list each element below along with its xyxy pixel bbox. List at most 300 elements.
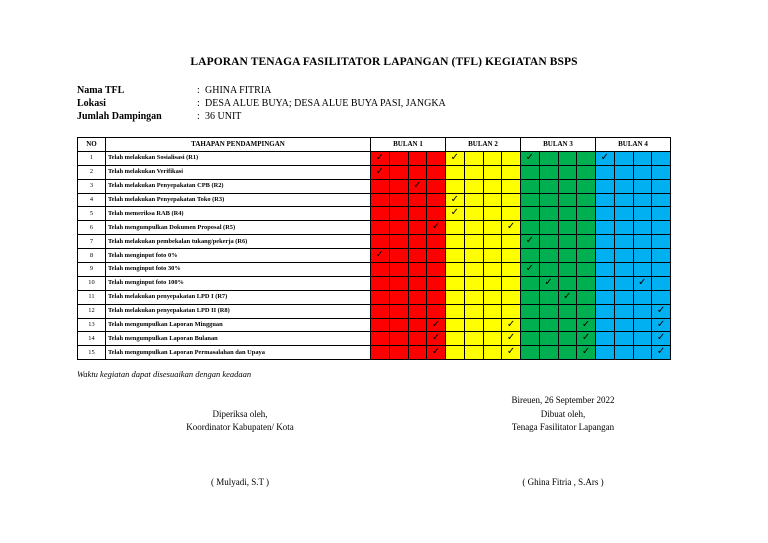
week-cell — [408, 318, 427, 332]
week-cell — [539, 221, 558, 235]
table-row — [78, 318, 671, 332]
info-value-nama: GHINA FITRIA — [205, 85, 272, 96]
check-mark-icon: ✓ — [375, 249, 385, 261]
week-cell — [577, 207, 596, 221]
header-month-2: BULAN 2 — [446, 138, 521, 152]
week-cell — [539, 151, 558, 165]
check-mark-icon: ✓ — [581, 332, 591, 344]
row-number: 12 — [78, 304, 106, 318]
check-mark-icon: ✓ — [375, 165, 385, 177]
row-task: Telah mengumpulkan Laporan Permasalahan dan Upaya — [106, 346, 371, 360]
table-row — [78, 346, 671, 360]
week-cell — [521, 318, 540, 332]
week-cell — [539, 207, 558, 221]
week-cell — [652, 165, 671, 179]
week-cell — [371, 165, 390, 179]
week-cell — [483, 318, 502, 332]
week-cell — [614, 207, 633, 221]
check-mark-icon: ✓ — [506, 318, 516, 330]
week-cell — [483, 235, 502, 249]
week-cell — [446, 165, 465, 179]
made-by-role: Tenaga Fasilitator Lapangan — [511, 422, 615, 432]
week-cell — [614, 165, 633, 179]
check-mark-icon: ✓ — [581, 318, 591, 330]
week-cell — [539, 235, 558, 249]
week-cell — [464, 193, 483, 207]
week-cell — [371, 151, 390, 165]
week-cell — [446, 346, 465, 360]
week-cell — [483, 207, 502, 221]
week-cell — [521, 276, 540, 290]
week-cell — [389, 235, 408, 249]
week-cell — [652, 193, 671, 207]
week-cell — [521, 221, 540, 235]
check-mark-icon: ✓ — [581, 346, 591, 358]
week-cell — [483, 276, 502, 290]
week-cell — [539, 276, 558, 290]
week-cell — [577, 263, 596, 277]
week-cell — [483, 346, 502, 360]
week-cell — [427, 290, 446, 304]
week-cell — [408, 304, 427, 318]
row-task: Telah melakukan pembekalan tukang/pekerja (R6) — [106, 235, 371, 249]
week-cell — [558, 179, 577, 193]
row-number: 11 — [78, 290, 106, 304]
checked-by-name: ( Mulyadi, S.T ) — [210, 477, 270, 487]
week-cell — [596, 179, 615, 193]
week-cell — [446, 318, 465, 332]
info-colon: : — [197, 111, 200, 122]
week-cell — [483, 249, 502, 263]
week-cell — [427, 151, 446, 165]
week-cell — [652, 263, 671, 277]
week-cell — [446, 249, 465, 263]
week-cell — [614, 179, 633, 193]
week-cell — [521, 332, 540, 346]
check-mark-icon: ✓ — [638, 276, 647, 288]
week-cell — [502, 165, 521, 179]
week-cell — [577, 290, 596, 304]
week-cell — [502, 235, 521, 249]
week-cell — [446, 290, 465, 304]
week-cell — [539, 304, 558, 318]
week-cell — [521, 193, 540, 207]
header-month-1: BULAN 1 — [371, 138, 446, 152]
week-cell — [483, 332, 502, 346]
week-cell — [539, 249, 558, 263]
week-cell — [446, 332, 465, 346]
week-cell — [408, 207, 427, 221]
check-mark-icon: ✓ — [544, 276, 553, 288]
week-cell — [614, 263, 633, 277]
week-cell — [446, 207, 465, 221]
check-mark-icon: ✓ — [450, 193, 460, 205]
week-cell — [577, 318, 596, 332]
week-cell — [464, 332, 483, 346]
week-cell — [427, 346, 446, 360]
week-cell — [558, 221, 577, 235]
week-cell — [596, 151, 615, 165]
row-number: 7 — [78, 235, 106, 249]
week-cell — [633, 346, 652, 360]
week-cell — [502, 151, 521, 165]
week-cell — [614, 151, 633, 165]
week-cell — [502, 304, 521, 318]
week-cell — [427, 165, 446, 179]
week-cell — [371, 263, 390, 277]
week-cell — [577, 165, 596, 179]
checked-by-label: Diperiksa oleh, — [212, 409, 268, 419]
check-mark-icon: ✓ — [431, 221, 441, 233]
week-cell — [408, 179, 427, 193]
week-cell — [596, 332, 615, 346]
week-cell — [427, 249, 446, 263]
week-cell — [596, 249, 615, 263]
week-cell — [464, 318, 483, 332]
info-colon: : — [197, 98, 200, 109]
row-task: Telah melakukan Penyepakatan CPB (R2) — [106, 179, 371, 193]
week-cell — [408, 249, 427, 263]
week-cell — [427, 221, 446, 235]
row-number: 6 — [78, 221, 106, 235]
week-cell — [389, 151, 408, 165]
week-cell — [521, 179, 540, 193]
row-number: 13 — [78, 318, 106, 332]
week-cell — [408, 276, 427, 290]
week-cell — [483, 290, 502, 304]
row-task: Telah memeriksa RAB (R4) — [106, 207, 371, 221]
week-cell — [389, 276, 408, 290]
week-cell — [633, 304, 652, 318]
week-cell — [558, 165, 577, 179]
week-cell — [652, 151, 671, 165]
week-cell — [502, 207, 521, 221]
week-cell — [577, 179, 596, 193]
row-task: Telah melakukan penyepakatan LPD II (R8) — [106, 304, 371, 318]
week-cell — [408, 290, 427, 304]
week-cell — [614, 318, 633, 332]
week-cell — [596, 318, 615, 332]
week-cell — [539, 346, 558, 360]
week-cell — [577, 235, 596, 249]
week-cell — [558, 276, 577, 290]
table-row — [78, 221, 671, 235]
info-value-lokasi: DESA ALUE BUYA; DESA ALUE BUYA PASI, JANGKA — [205, 98, 446, 109]
week-cell — [614, 235, 633, 249]
week-cell — [633, 290, 652, 304]
check-mark-icon: ✓ — [525, 151, 535, 163]
check-mark-icon: ✓ — [413, 179, 422, 191]
week-cell — [633, 165, 652, 179]
week-cell — [502, 332, 521, 346]
week-cell — [427, 332, 446, 346]
week-cell — [371, 290, 390, 304]
week-cell — [596, 165, 615, 179]
week-cell — [427, 304, 446, 318]
week-cell — [652, 346, 671, 360]
week-cell — [652, 221, 671, 235]
header-no: NO — [78, 138, 106, 152]
week-cell — [483, 221, 502, 235]
week-cell — [614, 346, 633, 360]
week-cell — [633, 332, 652, 346]
week-cell — [614, 249, 633, 263]
week-cell — [464, 249, 483, 263]
week-cell — [502, 276, 521, 290]
week-cell — [464, 235, 483, 249]
week-cell — [389, 179, 408, 193]
table-row — [78, 290, 671, 304]
week-cell — [371, 346, 390, 360]
week-cell — [427, 318, 446, 332]
week-cell — [558, 290, 577, 304]
week-cell — [577, 151, 596, 165]
week-cell — [446, 151, 465, 165]
check-mark-icon: ✓ — [506, 221, 516, 233]
header-month-4: BULAN 4 — [596, 138, 671, 152]
week-cell — [633, 151, 652, 165]
week-cell — [371, 249, 390, 263]
table-row — [78, 304, 671, 318]
info-colon: : — [197, 85, 200, 96]
week-cell — [539, 165, 558, 179]
week-cell — [371, 304, 390, 318]
info-value-jumlah: 36 UNIT — [205, 111, 242, 122]
week-cell — [596, 221, 615, 235]
row-task: Telah menginput foto 30% — [106, 263, 371, 277]
check-mark-icon: ✓ — [656, 304, 666, 316]
header-tahapan: TAHAPAN PENDAMPINGAN — [106, 138, 371, 152]
info-label-nama: Nama TFL — [77, 85, 125, 96]
week-cell — [652, 276, 671, 290]
week-cell — [389, 221, 408, 235]
week-cell — [502, 221, 521, 235]
week-cell — [371, 318, 390, 332]
week-cell — [558, 207, 577, 221]
row-number: 14 — [78, 332, 106, 346]
table-row — [78, 165, 671, 179]
week-cell — [521, 290, 540, 304]
table-row — [78, 332, 671, 346]
row-task: Telah mengumpulkan Laporan Bulanan — [106, 332, 371, 346]
place-date: Bireuen, 26 September 2022 — [511, 395, 615, 405]
week-cell — [558, 235, 577, 249]
week-cell — [558, 304, 577, 318]
week-cell — [371, 179, 390, 193]
week-cell — [614, 276, 633, 290]
week-cell — [483, 304, 502, 318]
check-mark-icon: ✓ — [506, 332, 516, 344]
table-row — [78, 249, 671, 263]
week-cell — [539, 193, 558, 207]
week-cell — [427, 179, 446, 193]
week-cell — [408, 346, 427, 360]
week-cell — [464, 179, 483, 193]
week-cell — [427, 193, 446, 207]
check-mark-icon: ✓ — [656, 318, 666, 330]
info-label-jumlah: Jumlah Dampingan — [77, 111, 162, 122]
week-cell — [446, 179, 465, 193]
check-mark-icon: ✓ — [431, 346, 441, 358]
header-month-3: BULAN 3 — [521, 138, 596, 152]
table-row — [78, 179, 671, 193]
week-cell — [558, 346, 577, 360]
checked-by-role: Koordinator Kabupaten/ Kota — [186, 422, 294, 432]
week-cell — [464, 290, 483, 304]
week-cell — [446, 263, 465, 277]
week-cell — [427, 235, 446, 249]
note: Waktu kegiatan dapat disesuaikan dengan keadaan — [77, 369, 252, 379]
week-cell — [652, 304, 671, 318]
week-cell — [408, 151, 427, 165]
report-title: LAPORAN TENAGA FASILITATOR LAPANGAN (TFL) KEGIATAN BSPS — [190, 56, 578, 68]
week-cell — [464, 151, 483, 165]
week-cell — [521, 263, 540, 277]
check-mark-icon: ✓ — [431, 318, 441, 330]
row-number: 1 — [78, 151, 106, 165]
week-cell — [408, 221, 427, 235]
week-cell — [427, 263, 446, 277]
week-cell — [652, 235, 671, 249]
week-cell — [371, 235, 390, 249]
week-cell — [427, 207, 446, 221]
week-cell — [633, 235, 652, 249]
week-cell — [464, 165, 483, 179]
week-cell — [371, 221, 390, 235]
check-mark-icon: ✓ — [525, 235, 535, 247]
week-cell — [389, 304, 408, 318]
week-cell — [427, 276, 446, 290]
week-cell — [521, 346, 540, 360]
week-cell — [577, 249, 596, 263]
table-header-row — [78, 138, 671, 152]
week-cell — [596, 235, 615, 249]
week-cell — [614, 290, 633, 304]
row-number: 9 — [78, 263, 106, 277]
week-cell — [464, 346, 483, 360]
week-cell — [633, 276, 652, 290]
week-cell — [539, 318, 558, 332]
week-cell — [446, 304, 465, 318]
week-cell — [389, 249, 408, 263]
week-cell — [614, 221, 633, 235]
row-number: 5 — [78, 207, 106, 221]
row-number: 8 — [78, 249, 106, 263]
week-cell — [502, 193, 521, 207]
week-cell — [483, 151, 502, 165]
row-task: Telah melakukan Verifikasi — [106, 165, 371, 179]
row-task: Telah melakukan Sosialisasi (R1) — [106, 151, 371, 165]
week-cell — [464, 276, 483, 290]
week-cell — [389, 346, 408, 360]
week-cell — [389, 332, 408, 346]
week-cell — [483, 165, 502, 179]
check-mark-icon: ✓ — [656, 332, 666, 344]
week-cell — [464, 263, 483, 277]
week-cell — [408, 332, 427, 346]
week-cell — [577, 332, 596, 346]
week-cell — [596, 263, 615, 277]
table-row — [78, 207, 671, 221]
row-task: Telah melakukan Penyepakatan Toko (R3) — [106, 193, 371, 207]
week-cell — [389, 263, 408, 277]
week-cell — [502, 290, 521, 304]
week-cell — [371, 332, 390, 346]
week-cell — [539, 179, 558, 193]
week-cell — [483, 193, 502, 207]
week-cell — [521, 165, 540, 179]
week-cell — [577, 304, 596, 318]
week-cell — [389, 193, 408, 207]
week-cell — [558, 151, 577, 165]
week-cell — [389, 165, 408, 179]
week-cell — [652, 318, 671, 332]
week-cell — [371, 193, 390, 207]
table-row — [78, 276, 671, 290]
week-cell — [539, 263, 558, 277]
check-mark-icon: ✓ — [375, 151, 385, 163]
week-cell — [521, 249, 540, 263]
week-cell — [521, 235, 540, 249]
info-label-lokasi: Lokasi — [77, 98, 106, 109]
check-mark-icon: ✓ — [450, 207, 460, 219]
week-cell — [633, 221, 652, 235]
row-task: Telah menginput foto 100% — [106, 276, 371, 290]
week-cell — [389, 290, 408, 304]
week-cell — [539, 332, 558, 346]
week-cell — [633, 179, 652, 193]
progress-table — [77, 137, 671, 360]
week-cell — [652, 290, 671, 304]
week-cell — [577, 193, 596, 207]
week-cell — [371, 207, 390, 221]
week-cell — [652, 332, 671, 346]
week-cell — [446, 193, 465, 207]
row-task: Telah menginput foto 0% — [106, 249, 371, 263]
week-cell — [614, 193, 633, 207]
check-mark-icon: ✓ — [431, 332, 441, 344]
row-number: 10 — [78, 276, 106, 290]
week-cell — [633, 263, 652, 277]
week-cell — [596, 290, 615, 304]
week-cell — [502, 318, 521, 332]
check-mark-icon: ✓ — [656, 346, 666, 358]
check-mark-icon: ✓ — [525, 262, 535, 274]
week-cell — [446, 235, 465, 249]
week-cell — [408, 193, 427, 207]
week-cell — [408, 263, 427, 277]
week-cell — [596, 276, 615, 290]
week-cell — [652, 179, 671, 193]
week-cell — [483, 179, 502, 193]
week-cell — [408, 235, 427, 249]
week-cell — [408, 165, 427, 179]
week-cell — [633, 193, 652, 207]
row-number: 15 — [78, 346, 106, 360]
table-body — [78, 151, 671, 359]
week-cell — [596, 346, 615, 360]
week-cell — [558, 318, 577, 332]
week-cell — [596, 207, 615, 221]
week-cell — [521, 207, 540, 221]
row-task: Telah melakukan penyepakatan LPD I (R7) — [106, 290, 371, 304]
week-cell — [577, 346, 596, 360]
week-cell — [389, 207, 408, 221]
row-number: 4 — [78, 193, 106, 207]
week-cell — [502, 346, 521, 360]
week-cell — [633, 207, 652, 221]
week-cell — [652, 249, 671, 263]
